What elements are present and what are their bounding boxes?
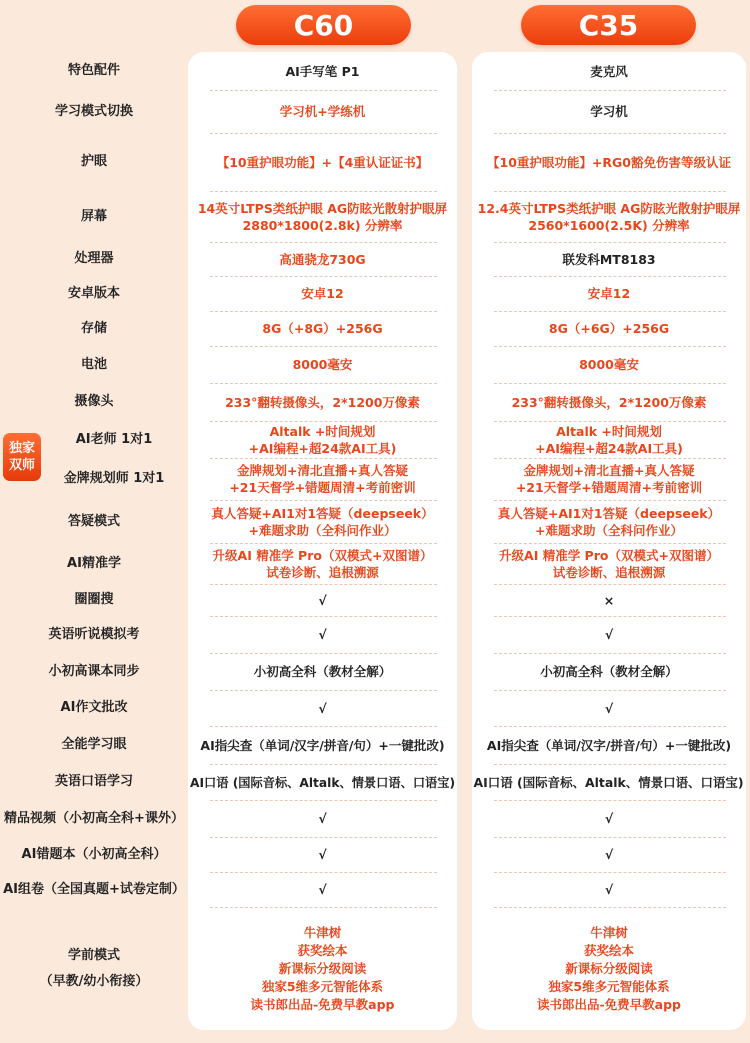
cell-text: 学习机+学练机 xyxy=(279,104,366,119)
row-label-text: 学习模式切换 xyxy=(54,103,133,119)
row-label xyxy=(0,764,188,800)
row-label xyxy=(0,311,188,346)
cell-text: +难题求助（全科问作业） xyxy=(248,522,397,538)
cell-text: 14英寸LTPS类纸护眼 AG防眩光散射护眼屏 xyxy=(197,200,448,216)
row-label xyxy=(0,242,188,276)
cell-c60 xyxy=(188,800,457,837)
cell-text: 8000毫安 xyxy=(579,357,639,372)
row-label xyxy=(0,276,188,311)
cell-text: 读书郎出品-免费早教app xyxy=(536,996,682,1012)
header-c60: C60 xyxy=(236,5,411,45)
cell-text: 2880*1800(2.8k) 分辨率 xyxy=(242,217,403,233)
row-label xyxy=(0,133,188,191)
row-label xyxy=(0,191,188,242)
row-label xyxy=(0,872,188,907)
cell-c35 xyxy=(472,311,746,346)
row-label xyxy=(0,500,188,543)
cell-text: +21天督学+错题周清+考前密训 xyxy=(515,480,703,495)
row-label xyxy=(0,616,188,653)
cell-text: 高通骁龙730G xyxy=(279,251,366,267)
row-label-text: 护眼 xyxy=(80,154,107,169)
cell-text: 小初高全科（教材全解） xyxy=(540,664,678,679)
cell-text: √ xyxy=(318,811,327,826)
cell-text: 麦克风 xyxy=(590,63,628,79)
cell-c60 xyxy=(188,346,457,383)
cell-c60 xyxy=(188,543,457,584)
row-label-text: 圈圈搜 xyxy=(74,592,114,607)
cell-c60 xyxy=(188,837,457,872)
cell-c60 xyxy=(188,191,457,242)
cell-c35 xyxy=(472,500,746,543)
cell-c60 xyxy=(188,383,457,421)
cell-c60 xyxy=(188,584,457,616)
cell-text: 真人答疑+AI1对1答疑（deepseek） xyxy=(497,505,721,521)
row-label-text: AI错题本（小初高全科） xyxy=(21,846,167,862)
cell-text: 金牌规划+清北直播+真人答疑 xyxy=(237,463,408,478)
badge-line-2: 双师 xyxy=(8,458,35,473)
cell-text: √ xyxy=(604,882,614,897)
row-label xyxy=(0,383,188,421)
row-label-text: 电池 xyxy=(80,356,107,372)
cell-text: √ xyxy=(318,592,327,608)
cell-text: √ xyxy=(318,627,327,642)
cell-text: 升级AI 精准学 Pro（双模式+双图谱） xyxy=(212,547,433,563)
cell-text: 安卓12 xyxy=(587,286,631,301)
cell-text: √ xyxy=(604,811,614,826)
row-label-text: AI组卷（全国真题+试卷定制） xyxy=(3,881,185,897)
cell-text: 读书郎出品-免费早教app xyxy=(250,996,395,1012)
cell-text: 新课标分级阅读 xyxy=(565,960,653,976)
cell-text: × xyxy=(603,592,615,608)
cell-c35 xyxy=(472,616,746,653)
cell-text: 独家5维多元智能体系 xyxy=(261,978,384,994)
cell-c35 xyxy=(472,543,746,584)
cell-text: 牛津树 xyxy=(303,924,342,940)
row-label-text: 小初高课本同步 xyxy=(48,663,140,679)
cell-c35 xyxy=(472,726,746,764)
cell-text: 233°翻转摄像头，2*1200万像素 xyxy=(511,394,707,410)
cell-c60 xyxy=(188,276,457,311)
row-label xyxy=(0,543,188,584)
cell-c35 xyxy=(472,872,746,907)
cell-text: 获奖绘本 xyxy=(297,942,348,958)
cell-c35 xyxy=(472,800,746,837)
cell-c35 xyxy=(472,276,746,311)
row-label xyxy=(0,726,188,764)
cell-c35 xyxy=(472,907,746,1030)
row-label xyxy=(0,907,188,1030)
cell-text: 升级AI 精准学 Pro（双模式+双图谱） xyxy=(499,547,719,563)
cell-text: 12.4英寸LTPS类纸护眼 AG防眩光散射护眼屏 xyxy=(477,200,741,216)
cell-text: √ xyxy=(604,627,614,642)
row-label-text: 精品视频（小初高全科+课外） xyxy=(4,810,184,826)
row-label-text: AI精准学 xyxy=(67,555,121,571)
row-label xyxy=(0,90,188,133)
cell-text: 2560*1600(2.5K) 分辨率 xyxy=(528,217,690,233)
cell-text: AI指尖查（单词/汉字/拼音/句）+一键批改) xyxy=(486,737,732,753)
cell-text: 真人答疑+AI1对1答疑（deepseek） xyxy=(211,505,434,521)
cell-c35 xyxy=(472,584,746,616)
exclusive-dual-teacher-badge xyxy=(3,433,41,481)
cell-text: 试卷诊断、追根溯源 xyxy=(552,564,666,580)
cell-text: AI口语 (国际音标、Altalk、情景口语、口语宝) xyxy=(473,774,744,790)
row-label-text: （早教/幼小衔接） xyxy=(39,973,149,989)
cell-text: 获奖绘本 xyxy=(583,942,634,958)
cell-text: 233°翻转摄像头，2*1200万像素 xyxy=(225,394,420,410)
cell-c60 xyxy=(188,421,457,458)
badge-line-1: 独家 xyxy=(8,441,35,456)
row-label xyxy=(0,690,188,726)
cell-text: 牛津树 xyxy=(590,924,628,940)
cell-text: 小初高全科（教材全解） xyxy=(253,664,392,679)
row-label-text: 英语听说模拟考 xyxy=(48,626,140,642)
cell-text: 试卷诊断、追根溯源 xyxy=(266,564,379,580)
row-label-text: AI作文批改 xyxy=(60,700,128,715)
cell-text: Altalk +时间规划 xyxy=(556,423,662,439)
cell-text: 安卓12 xyxy=(301,286,344,301)
cell-c60 xyxy=(188,764,457,800)
cell-c35 xyxy=(472,383,746,421)
cell-text: 【10重护眼功能】+RG0豁免伤害等级认证 xyxy=(487,154,731,170)
cell-c35 xyxy=(472,242,746,276)
cell-c35 xyxy=(472,421,746,458)
cell-text: 独家5维多元智能体系 xyxy=(548,978,670,994)
row-label-text: 学前模式 xyxy=(67,947,120,963)
cell-text: √ xyxy=(318,882,327,897)
row-label-text: 屏幕 xyxy=(80,208,107,224)
row-label-text: 答疑模式 xyxy=(67,513,120,529)
cell-c60 xyxy=(188,500,457,543)
row-label-text: 处理器 xyxy=(74,251,114,266)
cell-c60 xyxy=(188,133,457,191)
row-label-text: 英语口语学习 xyxy=(54,774,133,789)
cell-c60 xyxy=(188,52,457,90)
cell-text: 学习机 xyxy=(590,104,628,119)
cell-c35 xyxy=(472,837,746,872)
cell-text: 8G（+8G）+256G xyxy=(262,321,383,336)
cell-c60 xyxy=(188,907,457,1030)
cell-c35 xyxy=(472,653,746,690)
cell-text: √ xyxy=(318,700,327,716)
header-c35: C35 xyxy=(521,5,696,45)
row-label-text: 特色配件 xyxy=(67,63,120,78)
row-label-text: 摄像头 xyxy=(74,394,114,409)
row-label-text: 金牌规划师 1对1 xyxy=(63,471,165,486)
cell-text: +难题求助（全科问作业） xyxy=(535,522,683,538)
row-label-text: 全能学习眼 xyxy=(61,737,127,752)
cell-c60 xyxy=(188,653,457,690)
cell-text: +AI编程+超24款AI工具) xyxy=(535,440,683,456)
row-label xyxy=(0,800,188,837)
row-label xyxy=(40,421,188,458)
cell-c60 xyxy=(188,90,457,133)
cell-c60 xyxy=(188,616,457,653)
cell-text: 8G（+6G）+256G xyxy=(548,321,670,336)
cell-c60 xyxy=(188,242,457,276)
cell-c35 xyxy=(472,90,746,133)
cell-text: +21天督学+错题周清+考前密训 xyxy=(229,480,416,495)
cell-text: √ xyxy=(318,847,327,862)
cell-c35 xyxy=(472,133,746,191)
cell-c35 xyxy=(472,458,746,500)
cell-text: AI手写笔 P1 xyxy=(285,63,360,79)
cell-c60 xyxy=(188,458,457,500)
row-label xyxy=(0,346,188,383)
cell-text: 联发科MT8183 xyxy=(562,251,656,267)
row-label xyxy=(0,653,188,690)
row-label-text: 存储 xyxy=(80,320,107,336)
cell-c35 xyxy=(472,52,746,90)
cell-text: 新课标分级阅读 xyxy=(278,960,367,976)
cell-c60 xyxy=(188,690,457,726)
cell-text: √ xyxy=(604,847,614,862)
cell-text: +AI编程+超24款AI工具) xyxy=(248,440,397,456)
cell-c60 xyxy=(188,311,457,346)
row-label xyxy=(0,52,188,90)
cell-c35 xyxy=(472,346,746,383)
row-label-text: AI老师 1对1 xyxy=(75,431,153,447)
row-label xyxy=(0,584,188,616)
cell-c35 xyxy=(472,191,746,242)
row-label-text: 安卓版本 xyxy=(67,285,120,301)
row-label xyxy=(40,458,188,500)
cell-c60 xyxy=(188,872,457,907)
cell-text: 8000毫安 xyxy=(292,357,353,372)
cell-text: 【10重护眼功能】+【4重认证证书】 xyxy=(216,154,429,170)
cell-c60 xyxy=(188,726,457,764)
cell-text: AI指尖查（单词/汉字/拼音/句）+一键批改) xyxy=(200,737,445,753)
cell-text: √ xyxy=(604,700,614,716)
row-label xyxy=(0,837,188,872)
cell-text: 金牌规划+清北直播+真人答疑 xyxy=(523,463,695,478)
cell-c35 xyxy=(472,690,746,726)
cell-c35 xyxy=(472,764,746,800)
cell-text: Altalk +时间规划 xyxy=(269,423,376,439)
cell-text: AI口语 (国际音标、Altalk、情景口语、口语宝) xyxy=(189,774,456,790)
